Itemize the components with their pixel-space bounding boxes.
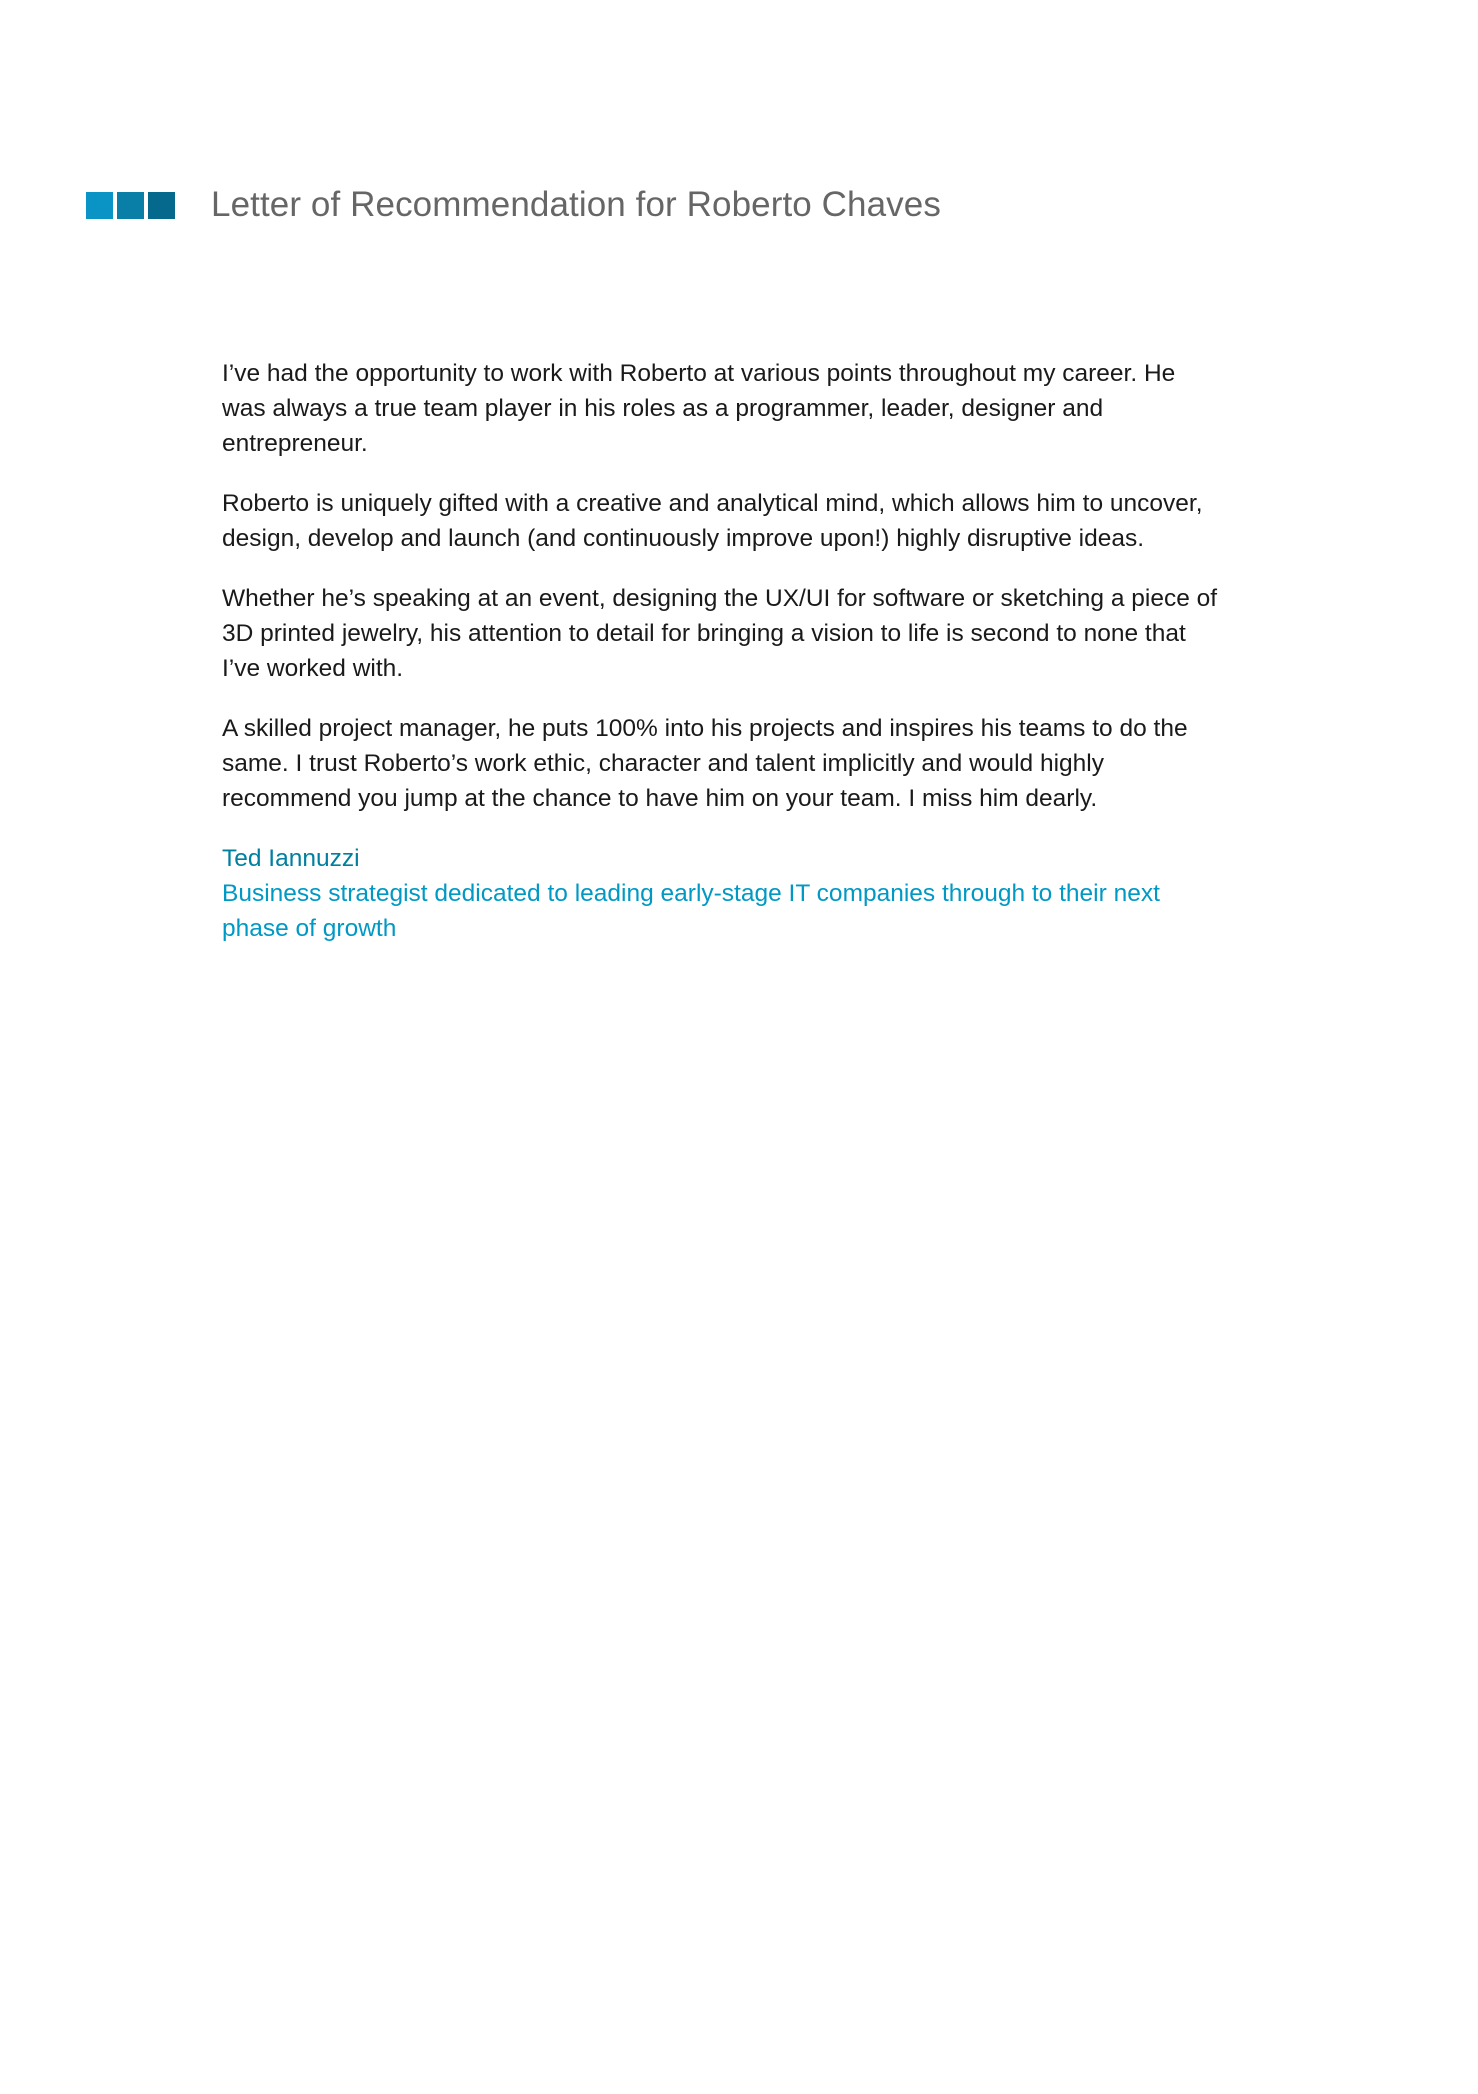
letter-paragraph-1: I’ve had the opportunity to work with Roberto at various points throughout my career. He was always a true team player in his roles as a programmer, leader, designer and entrepreneur. (222, 360, 1176, 457)
letter-paragraph-2: Roberto is uniquely gifted with a creative and analytical mind, which allows him to uncover, design, develop and launch (and continuously improve upon!) highly disruptive ideas. (222, 490, 1203, 552)
signature-block (222, 841, 1222, 946)
letter-paragraph-4: A skilled project manager, he puts 100% into his projects and inspires his teams to do the same. I trust Roberto’s work ethic, character and talent implicitly and would highly recommend you jump at the chance to have him on your team. I miss him dearly. (222, 715, 1188, 812)
letter-paragraph-3: Whether he’s speaking at an event, designing the UX/UI for software or sketching a piece of 3D printed jewelry, his attention to detail for bringing a vision to life is second to none that I’ve worked with. (222, 585, 1218, 682)
logo-block-2 (117, 192, 144, 219)
signature-name: Ted Iannuzzi (222, 845, 360, 872)
logo-block-1 (86, 192, 113, 219)
document-title: Letter of Recommendation for Roberto Chaves (211, 185, 941, 224)
document-header (86, 180, 941, 230)
logo-blocks-icon (86, 192, 175, 219)
logo-block-3 (148, 192, 175, 219)
letter-body (222, 356, 1222, 946)
signature-role: Business strategist dedicated to leading early-stage IT companies through to their next phase of growth (222, 880, 1160, 942)
